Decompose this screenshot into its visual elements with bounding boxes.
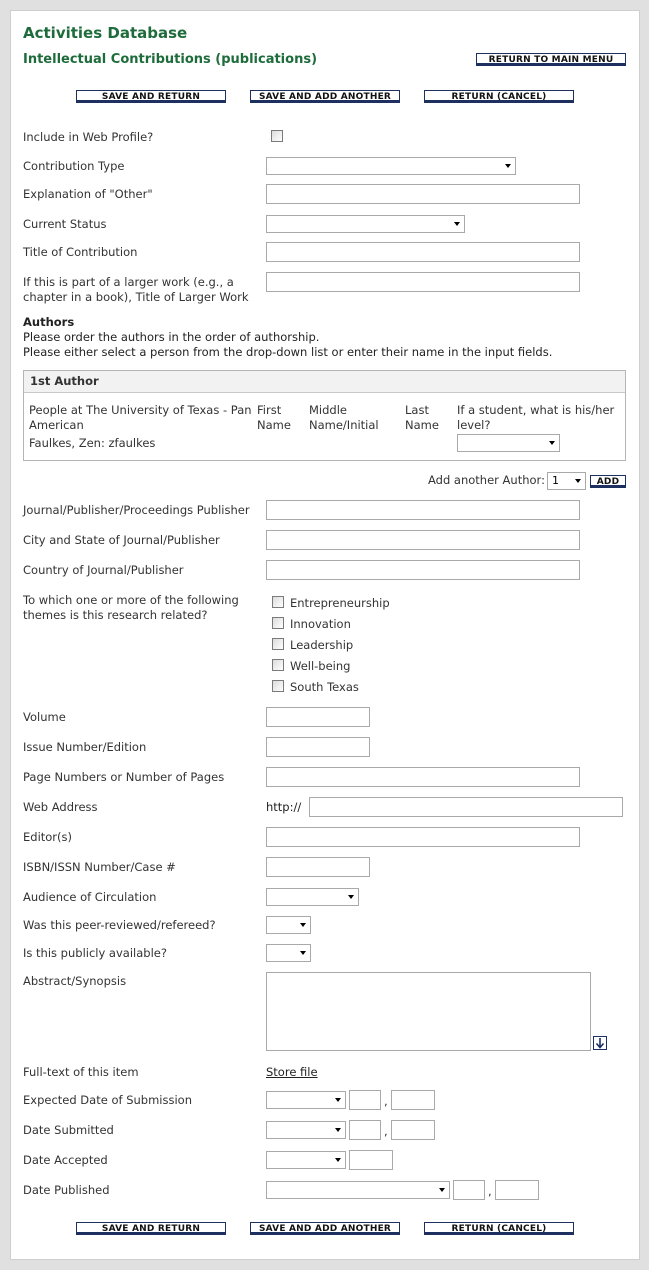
chevron-down-icon: [348, 895, 354, 899]
chevron-down-icon: [575, 479, 581, 483]
current-status-select[interactable]: [266, 215, 465, 233]
chevron-down-icon: [439, 1188, 445, 1192]
theme-label-innovation: Innovation: [290, 617, 351, 631]
title-input[interactable]: [266, 242, 580, 262]
theme-checkbox-leadership[interactable]: [272, 638, 284, 650]
issue-input[interactable]: [266, 737, 370, 757]
col-last-name-header: Last Name: [405, 403, 439, 432]
submitted-date-comma: ,: [384, 1124, 388, 1138]
peer-reviewed-select[interactable]: [266, 916, 311, 934]
audience-label: Audience of Circulation: [23, 890, 157, 904]
audience-select[interactable]: [266, 888, 359, 906]
journal-input[interactable]: [266, 500, 580, 520]
author-person: Faulkes, Zen: zfaulkes: [29, 436, 156, 450]
col-student-level-header: If a student, what is his/her level?: [457, 403, 615, 432]
explanation-other-input[interactable]: [266, 184, 580, 204]
larger-work-label: If this is part of a larger work (e.g., a chapter in a book), Title of Larger Work: [23, 275, 249, 304]
expected-year-input[interactable]: [391, 1090, 435, 1110]
save-add-another-button-bottom[interactable]: SAVE AND ADD ANOTHER: [250, 1222, 400, 1235]
volume-label: Volume: [23, 710, 66, 724]
authors-heading: Authors: [23, 315, 75, 329]
author-box-title: 1st Author: [24, 371, 625, 393]
submitted-month-select[interactable]: [266, 1121, 346, 1139]
published-year-input[interactable]: [495, 1180, 539, 1200]
pages-label: Page Numbers or Number of Pages: [23, 770, 225, 784]
theme-checkbox-entrepreneurship[interactable]: [272, 596, 284, 608]
add-author-button[interactable]: ADD: [590, 475, 626, 488]
web-address-label: Web Address: [23, 800, 98, 814]
pages-input[interactable]: [266, 767, 580, 787]
chevron-down-icon: [335, 1158, 341, 1162]
page-subtitle: Intellectual Contributions (publications): [23, 52, 318, 67]
issue-label: Issue Number/Edition: [23, 740, 147, 754]
larger-work-input[interactable]: [266, 272, 580, 292]
theme-label-south-texas: South Texas: [290, 680, 359, 694]
chevron-down-icon: [549, 441, 555, 445]
authors-note-select: Please either select a person from the drop-down list or enter their name in the input fields.: [23, 345, 553, 359]
add-author-count-select[interactable]: [547, 472, 586, 490]
store-file-link[interactable]: Store file: [266, 1065, 318, 1079]
abstract-label: Abstract/Synopsis: [23, 974, 127, 988]
web-profile-label: Include in Web Profile?: [23, 130, 154, 144]
expand-textarea-button[interactable]: [593, 1036, 607, 1050]
expected-date-label: Expected Date of Submission: [23, 1093, 192, 1107]
editors-input[interactable]: [266, 827, 580, 847]
chevron-down-icon: [335, 1128, 341, 1132]
contribution-type-label: Contribution Type: [23, 159, 125, 173]
chevron-down-icon: [300, 951, 306, 955]
student-level-select[interactable]: [457, 434, 560, 452]
theme-checkbox-innovation[interactable]: [272, 617, 284, 629]
submitted-day-input[interactable]: [349, 1120, 381, 1140]
col-people-header: People at The University of Texas - Pan American: [29, 403, 252, 432]
themes-question: To which one or more of the following themes is this research related?: [23, 593, 239, 622]
web-address-input[interactable]: [309, 797, 623, 817]
city-state-label: City and State of Journal/Publisher: [23, 533, 220, 547]
chevron-down-icon: [454, 222, 460, 226]
public-select[interactable]: [266, 944, 311, 962]
isbn-label: ISBN/ISSN Number/Case #: [23, 860, 176, 874]
theme-checkbox-well-being[interactable]: [272, 659, 284, 671]
theme-label-well-being: Well-being: [290, 659, 351, 673]
add-author-count: 1: [552, 474, 559, 487]
country-input[interactable]: [266, 560, 580, 580]
published-date-comma: ,: [488, 1184, 492, 1198]
submitted-date-label: Date Submitted: [23, 1123, 114, 1137]
authors-note-order: Please order the authors in the order of authorship.: [23, 330, 320, 344]
country-label: Country of Journal/Publisher: [23, 563, 184, 577]
public-label: Is this publicly available?: [23, 946, 167, 960]
expected-date-comma: ,: [384, 1094, 388, 1108]
volume-input[interactable]: [266, 707, 370, 727]
return-main-menu-button[interactable]: RETURN TO MAIN MENU: [476, 53, 626, 66]
chevron-down-icon: [335, 1098, 341, 1102]
isbn-input[interactable]: [266, 857, 370, 877]
chevron-down-icon: [300, 923, 306, 927]
expected-month-select[interactable]: [266, 1091, 346, 1109]
explanation-other-label: Explanation of "Other": [23, 187, 153, 201]
peer-reviewed-label: Was this peer-reviewed/refereed?: [23, 918, 216, 932]
published-day-input[interactable]: [453, 1180, 485, 1200]
page-title: Activities Database: [23, 24, 188, 42]
save-return-button[interactable]: SAVE AND RETURN: [76, 90, 226, 103]
add-author-label: Add another Author:: [428, 473, 545, 487]
theme-label-leadership: Leadership: [290, 638, 354, 652]
cancel-button-bottom[interactable]: RETURN (CANCEL): [424, 1222, 574, 1235]
published-date-label: Date Published: [23, 1183, 110, 1197]
expected-day-input[interactable]: [349, 1090, 381, 1110]
submitted-year-input[interactable]: [391, 1120, 435, 1140]
contribution-type-select[interactable]: [266, 157, 516, 175]
save-return-button-bottom[interactable]: SAVE AND RETURN: [76, 1222, 226, 1235]
fulltext-label: Full-text of this item: [23, 1065, 139, 1079]
cancel-button[interactable]: RETURN (CANCEL): [424, 90, 574, 103]
current-status-label: Current Status: [23, 217, 107, 231]
abstract-textarea[interactable]: [266, 972, 591, 1051]
save-add-another-button[interactable]: SAVE AND ADD ANOTHER: [250, 90, 400, 103]
accepted-month-select[interactable]: [266, 1151, 346, 1169]
editors-label: Editor(s): [23, 830, 72, 844]
city-state-input[interactable]: [266, 530, 580, 550]
web-prefix: http://: [266, 800, 302, 814]
arrow-down-icon: [594, 1037, 606, 1049]
theme-checkbox-south-texas[interactable]: [272, 680, 284, 692]
accepted-date-label: Date Accepted: [23, 1153, 108, 1167]
published-month-select[interactable]: [266, 1181, 450, 1199]
title-label: Title of Contribution: [23, 245, 138, 259]
accepted-year-input[interactable]: [349, 1150, 393, 1170]
chevron-down-icon: [505, 164, 511, 168]
col-middle-name-header: Middle Name/Initial: [309, 403, 379, 432]
journal-label: Journal/Publisher/Proceedings Publisher: [23, 503, 250, 517]
theme-label-entrepreneurship: Entrepreneurship: [290, 596, 390, 610]
web-profile-checkbox[interactable]: [271, 130, 283, 142]
col-first-name-header: First Name: [257, 403, 291, 432]
